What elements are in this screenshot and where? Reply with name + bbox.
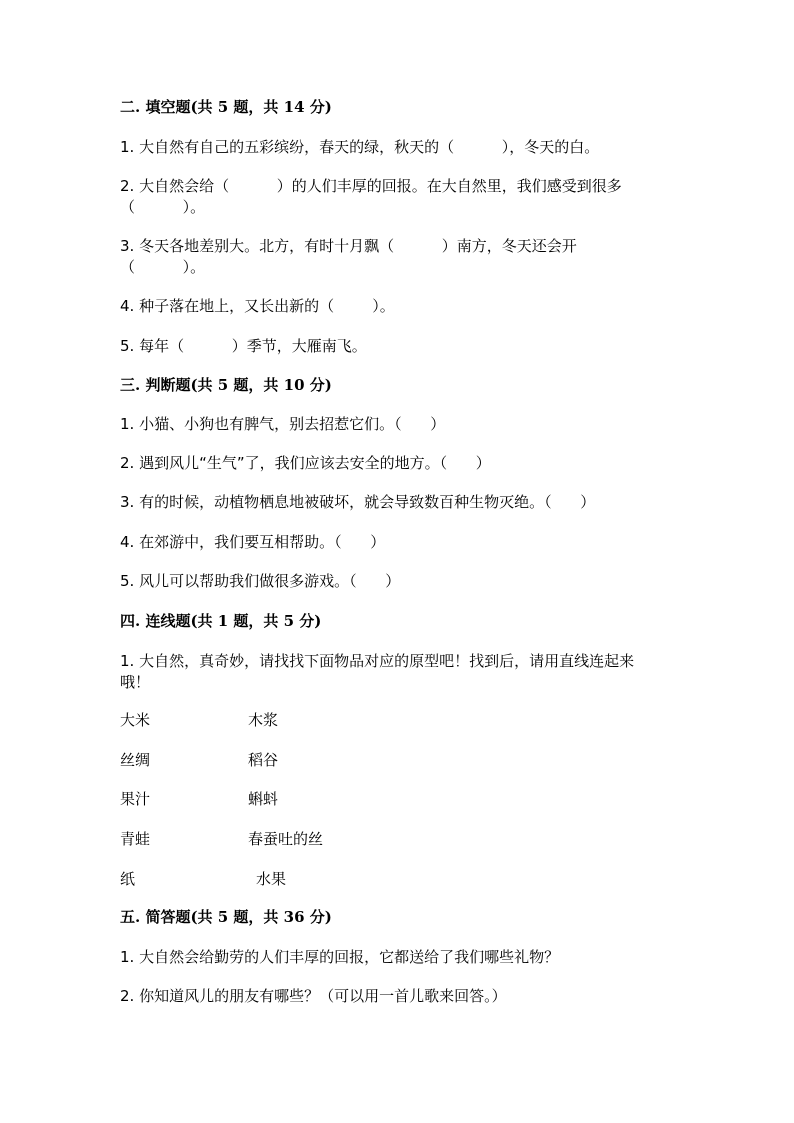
match-right-item: 水果 — [256, 870, 287, 888]
fill-question-3-line-2: （ ）。 — [120, 258, 206, 276]
judge-question-4: 4. 在郊游中，我们要互相帮助。（ ） — [120, 533, 386, 551]
fill-question-1: 1. 大自然有自己的五彩缤纷，春天的绿，秋天的（ ），冬天的白。 — [120, 138, 600, 156]
section-3-heading: 三. 判断题(共 5 题，共 10 分) — [120, 376, 332, 394]
short-question-1: 1. 大自然会给勤劳的人们丰厚的回报，它都送给了我们哪些礼物？ — [120, 948, 560, 966]
match-right-item: 稻谷 — [248, 751, 279, 769]
judge-question-3: 3. 有的时候，动植物栖息地被破坏，就会导致数百种生物灭绝。（ ） — [120, 493, 596, 511]
section-4-heading: 四. 连线题(共 1 题，共 5 分) — [120, 612, 322, 630]
match-right-item: 蝌蚪 — [248, 790, 279, 808]
section-2-heading: 二. 填空题(共 5 题，共 14 分) — [120, 98, 332, 116]
fill-question-3-line-1: 3. 冬天各地差别大。北方，有时十月飘（ ）南方，冬天还会开 — [120, 237, 577, 255]
match-left-item: 大米 — [120, 711, 151, 729]
fill-question-2-line-2: （ ）。 — [120, 198, 206, 216]
match-right-item: 木浆 — [248, 711, 279, 729]
match-left-item: 青蛙 — [120, 830, 151, 848]
match-question-1-line-2: 哦！ — [120, 673, 151, 691]
fill-question-4: 4. 种子落在地上，又长出新的（ ）。 — [120, 297, 395, 315]
match-left-item: 丝绸 — [120, 751, 151, 769]
match-question-1-line-1: 1. 大自然，真奇妙，请找找下面物品对应的原型吧！找到后，请用直线连起来 — [120, 652, 635, 670]
match-left-item: 纸 — [120, 870, 136, 888]
judge-question-5: 5. 风儿可以帮助我们做很多游戏。（ ） — [120, 572, 401, 590]
judge-question-1: 1. 小猫、小狗也有脾气，别去招惹它们。（ ） — [120, 415, 446, 433]
match-left-item: 果汁 — [120, 790, 151, 808]
match-right-item: 春蚕吐的丝 — [248, 830, 324, 848]
fill-question-2-line-1: 2. 大自然会给（ ）的人们丰厚的回报。在大自然里，我们感受到很多 — [120, 177, 622, 195]
short-question-2: 2. 你知道风儿的朋友有哪些？（可以用一首儿歌来回答。） — [120, 987, 507, 1005]
fill-question-5: 5. 每年（ ）季节，大雁南飞。 — [120, 337, 367, 355]
judge-question-2: 2. 遇到风儿“生气”了，我们应该去安全的地方。（ ） — [120, 454, 491, 472]
section-5-heading: 五. 简答题(共 5 题，共 36 分) — [120, 908, 332, 926]
